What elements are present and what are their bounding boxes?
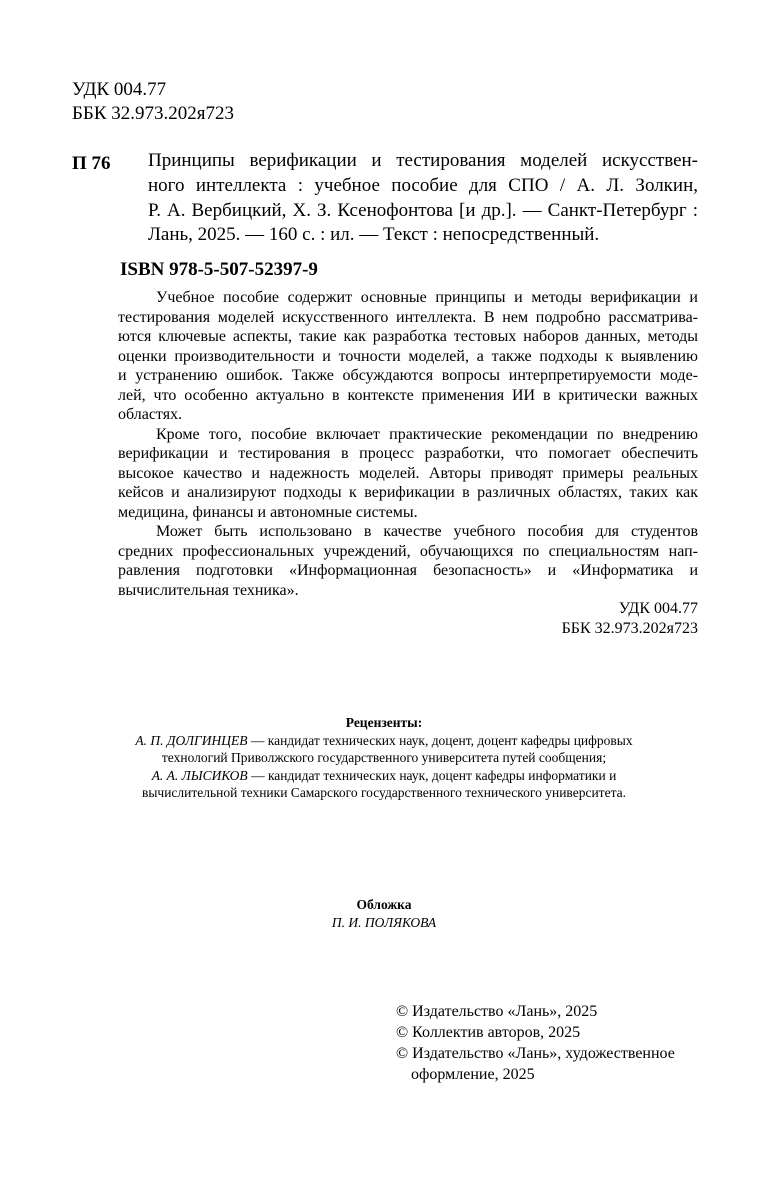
abstract-line: верификации и тестирования в процесс разработки, что помогает обеспечить: [118, 445, 698, 462]
bib-line: Лань, 2025. — 160 с. : ил. — Текст : непосредственный.: [148, 224, 600, 246]
cover-credit: [90, 896, 678, 931]
abstract-line: медицина, финансы и автономные системы.: [118, 503, 418, 521]
cover-designer-name: П. И. ПОЛЯКОВА: [331, 914, 437, 930]
abstract-line: и устранению ошибок. Также обсуждаются вопросы интерпретируемости моде-: [118, 367, 698, 384]
abstract-line: оценки производительности и точности моделей, а также подходы к выявлению: [118, 347, 698, 365]
abstract-line: Учебное пособие содержит основные принципы и методы верификации и: [156, 289, 698, 306]
catalog-code: П 76: [72, 153, 111, 174]
abstract: [118, 288, 698, 600]
reviewer-2-text: — кандидат технических наук, доцент кафедры информатики и: [247, 767, 617, 783]
abstract-line: тестирования моделей искусственного интеллекта. В нем подробно рассматрива-: [118, 308, 698, 326]
abstract-line: областях.: [118, 406, 183, 423]
abstract-line: ются ключевые аспекты, такие как разработка тестовых наборов данных, методы: [118, 328, 698, 345]
abstract-line: Кроме того, пособие включает практические рекомендации по внедрению: [156, 425, 698, 443]
cover-title: Обложка: [356, 897, 412, 912]
copyright-block: [396, 1001, 675, 1085]
reviewer-1-name: А. П. ДОЛГИНЦЕВ: [135, 732, 248, 748]
reviewer-1-text: — кандидат технических наук, доцент, доцент кафедры цифровых: [247, 732, 633, 748]
bottom-udk: УДК 004.77: [618, 600, 698, 617]
abstract-line: средних профессиональных учреждений, обучающихся по специальностям нап-: [118, 542, 698, 560]
isbn: ISBN 978-5-507-52397-9: [120, 259, 318, 280]
header-bbk: ББК 32.973.202я723: [72, 103, 234, 124]
reviewer-2: [90, 767, 678, 785]
bib-line: Принципы верификации и тестирования моделей искусствен-: [148, 150, 698, 171]
copyright-line: © Издательство «Лань», 2025: [396, 1003, 598, 1020]
header-udk: УДК 004.77: [72, 79, 167, 100]
reviewer-1-affiliation: технологий Приволжского государственного университета путей сообщения;: [161, 750, 607, 765]
abstract-line: высокое качество и надежность моделей. Авторы приводят примеры реальных: [118, 464, 698, 482]
abstract-line: равления подготовки «Информационная безопасность» и «Информатика и: [118, 562, 698, 579]
bibliographic-description: [148, 149, 698, 248]
reviewer-2-name: А. А. ЛЫСИКОВ: [151, 767, 248, 783]
bottom-bbk: ББК 32.973.202я723: [561, 620, 698, 637]
reviewers-block: [90, 714, 678, 802]
copyright-line: © Коллектив авторов, 2025: [396, 1024, 581, 1041]
reviewer-2-affiliation: вычислительной техники Самарского государственного технического университета.: [141, 785, 627, 800]
bib-line: ного интеллекта : учебное пособие для СПО / А. Л. Золкин,: [148, 174, 698, 196]
header-classification: [72, 78, 234, 126]
abstract-line: лей, что особенно актуально в контексте применения ИИ в критически важных: [118, 386, 698, 404]
copyright-line: оформление, 2025: [411, 1066, 535, 1083]
abstract-line: кейсов и анализируют подходы к верификации в различных областях, таких как: [118, 484, 698, 501]
reviewers-title: Рецензенты:: [345, 715, 423, 730]
abstract-line: вычислительная техника».: [118, 581, 299, 599]
reviewer-1: [90, 732, 678, 750]
cover-designer: [90, 914, 678, 932]
abstract-line: Может быть использовано в качестве учебного пособия для студентов: [156, 523, 698, 540]
bottom-classification: [562, 599, 698, 639]
bib-line: Р. А. Вербицкий, Х. З. Ксенофонтова [и др.]. — Санкт-Петербург :: [148, 199, 698, 221]
copyright-line: © Издательство «Лань», художественное: [396, 1045, 675, 1062]
